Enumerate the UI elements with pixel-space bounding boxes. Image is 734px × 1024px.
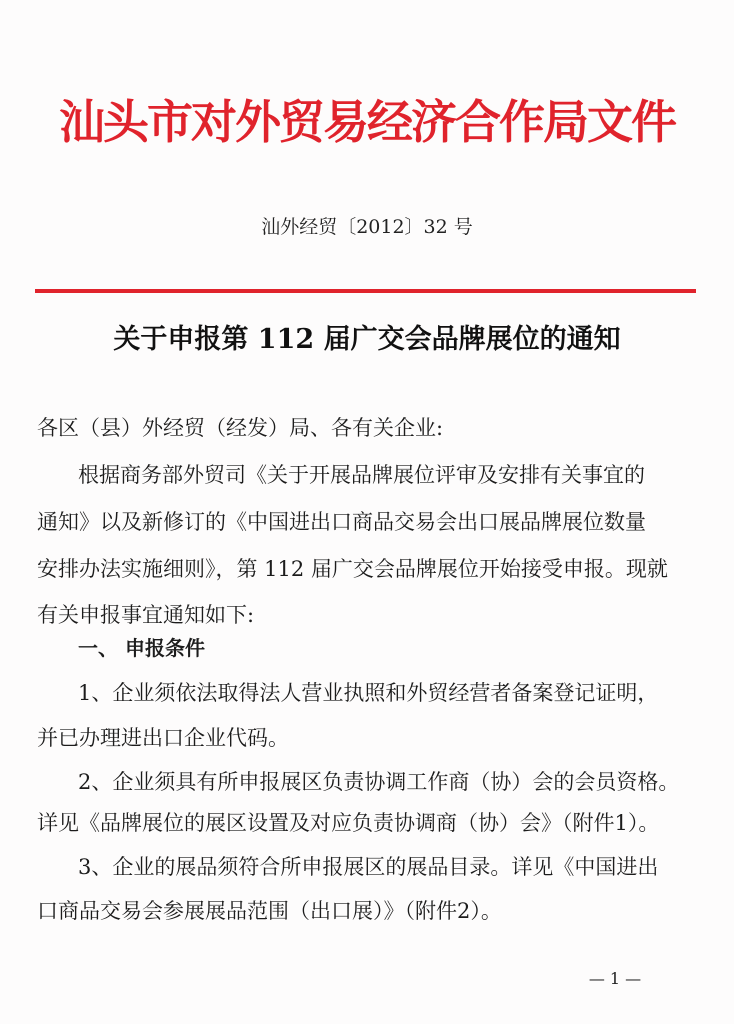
body-paragraph-line: 根据商务部外贸司《关于开展品牌展位评审及安排有关事宜的 [78, 463, 645, 487]
condition-item-line: 1、企业须依法取得法人营业执照和外贸经营者备案登记证明， [78, 681, 659, 705]
body-paragraph-line: 通知》以及新修订的《中国进出口商品交易会出口展品牌展位数量 [37, 510, 646, 534]
condition-item-line: 2、企业须具有所申报展区负责协调工作商（协）会的会员资格。 [78, 770, 680, 794]
condition-item-line: 并已办理进出口企业代码。 [37, 726, 289, 750]
notice-title: 关于申报第 112 届广交会品牌展位的通知 [113, 324, 621, 355]
red-divider-line [35, 289, 696, 293]
document-number: 汕外经贸〔2012〕32 号 [261, 216, 473, 238]
condition-item-line: 3、企业的展品须符合所申报展区的展品目录。详见《中国进出 [78, 855, 659, 879]
section-heading-conditions: 一、 申报条件 [78, 636, 205, 660]
condition-item-line: 详见《品牌展位的展区设置及对应负责协调商（协）会》（附件1）。 [37, 811, 660, 835]
body-paragraph-line: 有关申报事宜通知如下: [37, 603, 255, 627]
body-paragraph-line: 安排办法实施细则》，第 112 届广交会品牌展位开始接受申报。现就 [37, 557, 668, 581]
addressee-line: 各区（县）外经贸（经发）局、各有关企业: [37, 416, 444, 440]
page-number: — 1 — [588, 969, 642, 988]
issuer-header-title: 汕头市对外贸易经济合作局文件 [59, 95, 675, 149]
condition-item-line: 口商品交易会参展展品范围（出口展）》（附件2）。 [37, 899, 502, 923]
